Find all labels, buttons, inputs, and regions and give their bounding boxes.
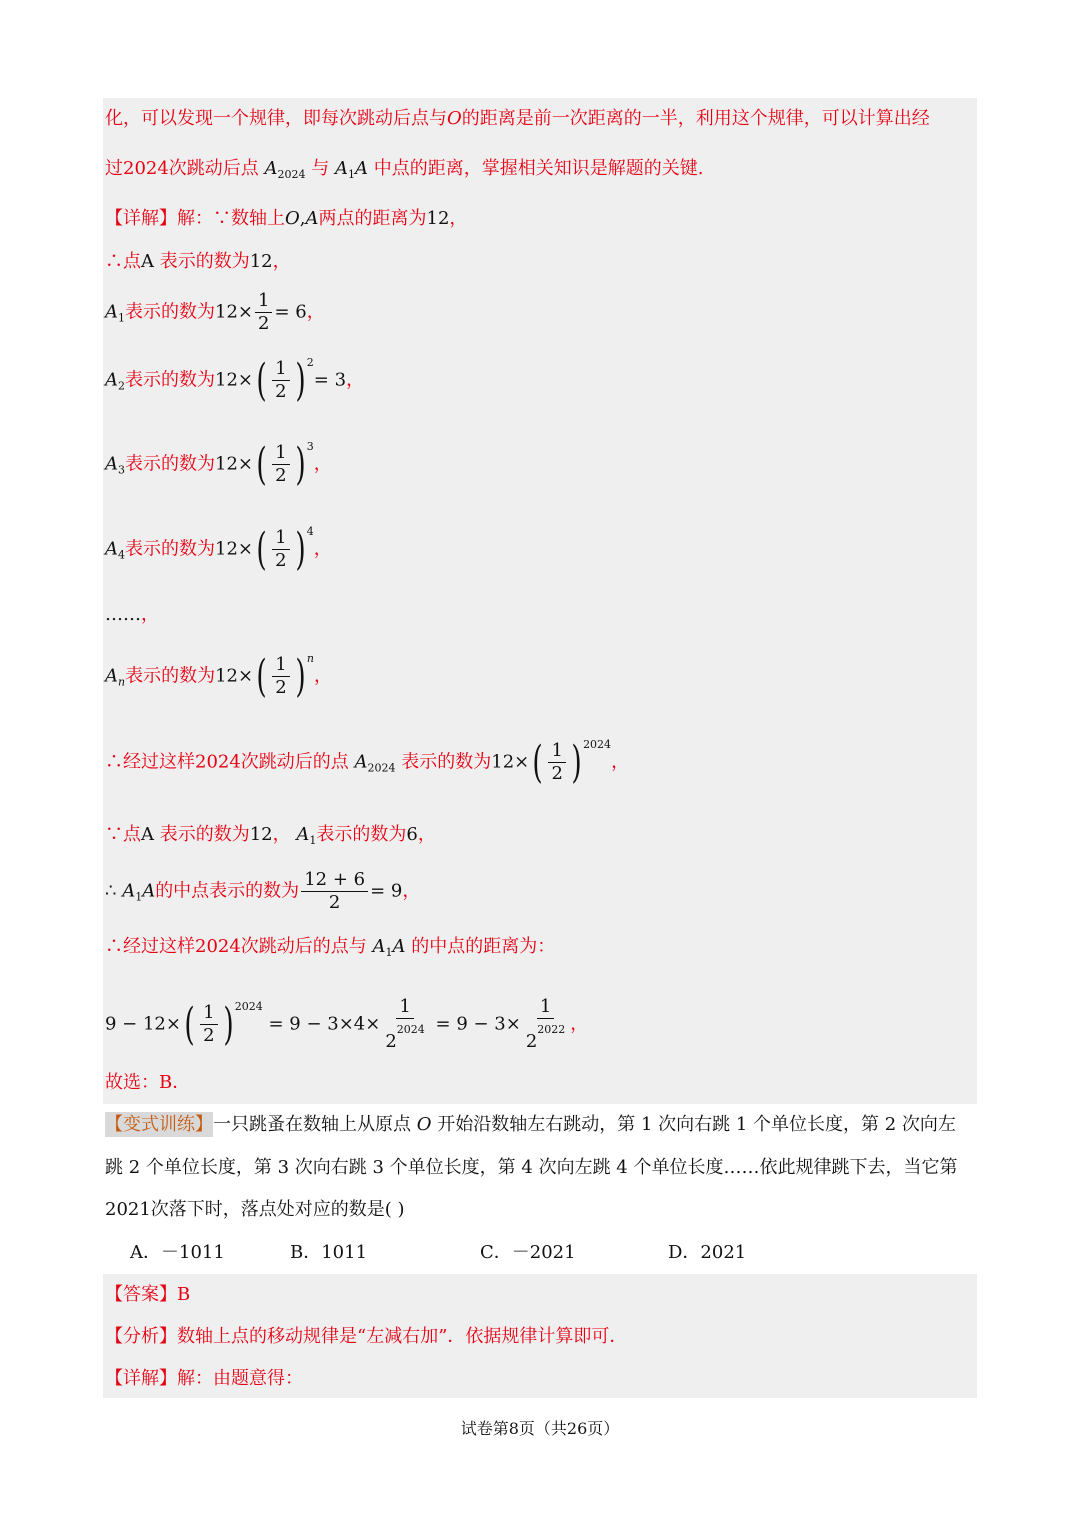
a2-line: $A_2$表示的数为12× ( $\frac{1}{2}$ ) 2 = 3，: [105, 354, 365, 406]
option-a: A．－1011: [130, 1242, 225, 1263]
line-1: 化，可以发现一个规律，即每次跳动后点与O的距离是前一次距离的一半，利用这个规律，可以计算出经: [105, 108, 930, 129]
a4-line: $A_4$表示的数为12× ( $\frac{1}{2}$ ) 4 ，: [105, 523, 332, 575]
option-c: C．－2021: [480, 1242, 576, 1263]
a3-line: $A_3$表示的数为12× ( $\frac{1}{2}$ ) 3 ，: [105, 438, 332, 490]
since-line: ∵点A 表示的数为12， $A_1$表示的数为6，: [105, 824, 436, 847]
answer-line: 【答案】B: [105, 1284, 191, 1305]
point-a-line: ∴点A 表示的数为12，: [105, 251, 291, 272]
midpoint-line: ∴ $A_1A$的中点表示的数为 $\frac{12 + 6}{2}$ = 9，: [105, 869, 421, 913]
page-footer: 试卷第8页（共26页）: [460, 1419, 620, 1438]
detail2-line: 【详解】解：由题意得：: [105, 1368, 303, 1389]
option-b: B．1011: [290, 1242, 368, 1263]
ellipsis-line: ……，: [105, 604, 159, 625]
variant-line-1: 【变式训练】一只跳蚤在数轴上从原点 O 开始沿数轴左右跳动，第 1 次向右跳 1 个单位长度，第 2 次向左: [105, 1114, 956, 1135]
variant-line-3: 2021次落下时，落点处对应的数是( ): [105, 1199, 405, 1220]
variant-tag: 【变式训练】: [105, 1114, 213, 1135]
variant-line-2: 跳 2 个单位长度，第 3 次向右跳 3 个单位长度，第 4 次向左跳 4 个单位长度……依此规律跳下去，当它第: [105, 1157, 958, 1178]
detail-line: 【详解】解：∵数轴上O,A两点的距离为12，: [105, 208, 468, 229]
a1-line: $A_1$表示的数为12× $\frac{1}{2}$ = 6，: [105, 290, 325, 334]
choose-line: 故选：B．: [105, 1072, 191, 1093]
calculation-line: 9 − 12× ( $\frac{1}{2}$ ) 2024 = 9 − 3×4× $\frac{1}{2^{2024}}$ = 9 − 3× $\frac{1}{2^{2022}}$ ，: [105, 996, 589, 1052]
line-2: 过2024次跳动后点 $A_{2024}$ 与 $A_1A$ 中点的距离，掌握相关知识是解题的关键.: [105, 158, 704, 181]
option-d: D．2021: [668, 1242, 747, 1263]
distance-line: ∴经过这样2024次跳动后的点与 $A_1A$ 的中点的距离为：: [105, 936, 556, 959]
analysis-line: 【分析】数轴上点的移动规律是“左减右加”．依据规律计算即可．: [105, 1326, 628, 1347]
a2024-line: ∴经过这样2024次跳动后的点 $A_{2024}$ 表示的数为12× ( $\frac{1}{2}$ ) 2024 ，: [105, 736, 630, 788]
an-line: $A_n$表示的数为12× ( $\frac{1}{2}$ ) n ，: [105, 650, 332, 702]
